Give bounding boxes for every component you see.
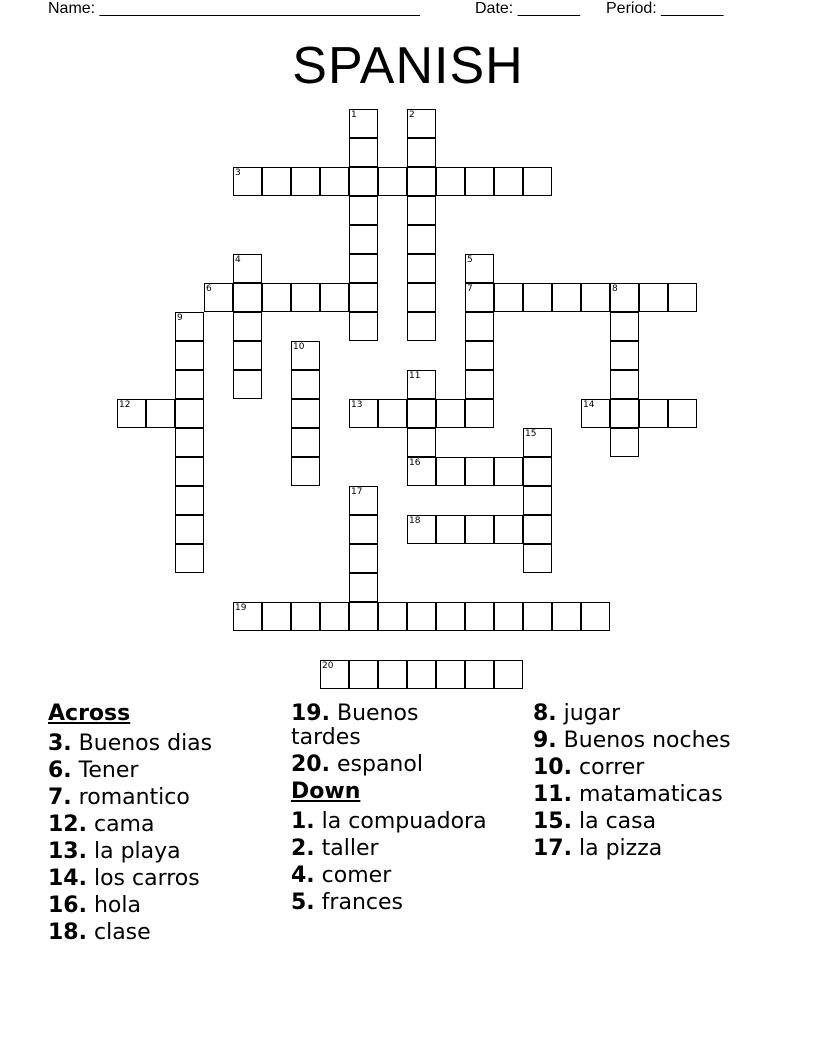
grid-cell[interactable]: [407, 167, 436, 196]
grid-clue-number: 3: [235, 168, 241, 178]
grid-cell[interactable]: [523, 283, 552, 312]
grid-cell[interactable]: [465, 167, 494, 196]
grid-clue-number: 1: [351, 110, 357, 120]
grid-clue-number: 14: [583, 400, 595, 410]
grid-cell[interactable]: [320, 283, 349, 312]
grid-cell[interactable]: [407, 602, 436, 631]
grid-cell[interactable]: [262, 283, 291, 312]
grid-cell[interactable]: [233, 341, 262, 370]
clue-across-13: 13. la playa: [48, 839, 181, 864]
grid-cell[interactable]: [146, 399, 175, 428]
grid-cell[interactable]: [349, 283, 378, 312]
grid-clue-number: 17: [351, 487, 363, 497]
grid-clue-number: 7: [467, 284, 473, 294]
clue-down-11: 11. matamaticas: [533, 782, 723, 807]
grid-cell[interactable]: [523, 515, 552, 544]
grid-cell[interactable]: [378, 167, 407, 196]
clue-across-14: 14. los carros: [48, 866, 200, 891]
grid-cell[interactable]: [349, 602, 378, 631]
clue-across-6: 6. Tener: [48, 758, 139, 783]
grid-cell[interactable]: [175, 341, 204, 370]
grid-cell[interactable]: [407, 138, 436, 167]
grid-cell[interactable]: [407, 399, 436, 428]
clue-across-7: 7. romantico: [48, 785, 190, 810]
name-field-label[interactable]: Name: ____________________________________: [48, 0, 420, 17]
clue-across-20: 20. espanol: [291, 752, 423, 777]
clues-column-2: [291, 702, 491, 918]
grid-clue-number: 19: [235, 603, 247, 613]
clues-column-3: [533, 702, 773, 864]
grid-cell[interactable]: [436, 457, 465, 486]
grid-cell[interactable]: [349, 138, 378, 167]
grid-cell[interactable]: [349, 515, 378, 544]
clue-down-10: 10. correr: [533, 755, 645, 780]
grid-cell[interactable]: [639, 399, 668, 428]
grid-clue-number: 11: [409, 371, 421, 381]
grid-cell[interactable]: [378, 399, 407, 428]
grid-cell[interactable]: [494, 457, 523, 486]
grid-cell[interactable]: [436, 399, 465, 428]
grid-clue-number: 9: [177, 313, 183, 323]
grid-cell[interactable]: [436, 167, 465, 196]
grid-clue-number: 8: [612, 284, 618, 294]
grid-cell[interactable]: [349, 660, 378, 689]
grid-cell[interactable]: [233, 283, 262, 312]
clue-down-9: 9. Buenos noches: [533, 728, 731, 753]
grid-cell[interactable]: [291, 428, 320, 457]
grid-cell[interactable]: [291, 399, 320, 428]
grid-cell[interactable]: [581, 283, 610, 312]
grid-clue-number: 15: [525, 429, 537, 439]
grid-cell[interactable]: [378, 602, 407, 631]
grid-cell[interactable]: [291, 602, 320, 631]
across-heading: Across: [48, 701, 131, 726]
grid-cell[interactable]: [407, 254, 436, 283]
grid-cell[interactable]: [465, 515, 494, 544]
grid-cell[interactable]: [175, 515, 204, 544]
grid-clue-number: 18: [409, 516, 421, 526]
grid-cell[interactable]: [494, 602, 523, 631]
grid-clue-number: 16: [409, 458, 421, 468]
grid-cell[interactable]: [262, 167, 291, 196]
clue-down-2: 2. taller: [291, 836, 379, 861]
grid-cell[interactable]: [610, 312, 639, 341]
grid-cell[interactable]: [465, 660, 494, 689]
clue-down-4: 4. comer: [291, 863, 392, 888]
period-field-label[interactable]: Period: _______: [606, 0, 724, 17]
grid-cell[interactable]: [378, 660, 407, 689]
grid-cell[interactable]: [262, 602, 291, 631]
grid-cell[interactable]: [349, 254, 378, 283]
grid-cell[interactable]: [610, 428, 639, 457]
grid-cell[interactable]: [233, 370, 262, 399]
grid-cell[interactable]: [320, 167, 349, 196]
grid-clue-number: 5: [467, 255, 473, 265]
grid-cell[interactable]: [494, 283, 523, 312]
grid-cell[interactable]: [610, 370, 639, 399]
grid-cell[interactable]: [465, 457, 494, 486]
grid-cell[interactable]: [407, 196, 436, 225]
grid-cell[interactable]: [465, 399, 494, 428]
grid-cell[interactable]: [465, 602, 494, 631]
grid-clue-number: 2: [409, 110, 415, 120]
grid-cell[interactable]: [668, 399, 697, 428]
grid-cell[interactable]: [465, 312, 494, 341]
grid-cell[interactable]: [175, 370, 204, 399]
grid-cell[interactable]: [465, 341, 494, 370]
grid-cell[interactable]: [523, 167, 552, 196]
grid-clue-number: 20: [322, 661, 334, 671]
grid-cell[interactable]: [523, 457, 552, 486]
grid-cell[interactable]: [523, 486, 552, 515]
grid-cell[interactable]: [523, 544, 552, 573]
grid-clue-number: 6: [206, 284, 212, 294]
grid-cell[interactable]: [291, 283, 320, 312]
grid-cell[interactable]: [175, 457, 204, 486]
grid-clue-number: 13: [351, 400, 363, 410]
grid-cell[interactable]: [407, 283, 436, 312]
grid-clue-number: 4: [235, 255, 241, 265]
grid-cell[interactable]: [291, 167, 320, 196]
grid-cell[interactable]: [175, 399, 204, 428]
grid-cell[interactable]: [349, 225, 378, 254]
grid-cell[interactable]: [175, 486, 204, 515]
grid-cell[interactable]: [175, 428, 204, 457]
down-heading: Down: [291, 779, 361, 804]
grid-cell[interactable]: [436, 515, 465, 544]
clue-across-16: 16. hola: [48, 893, 141, 918]
clue-across-18: 18. clase: [48, 920, 151, 945]
grid-cell[interactable]: [349, 196, 378, 225]
clues-column-1: [48, 702, 288, 948]
grid-cell[interactable]: [581, 602, 610, 631]
grid-cell[interactable]: [349, 312, 378, 341]
grid-cell[interactable]: [407, 428, 436, 457]
grid-cell[interactable]: [494, 515, 523, 544]
grid-cell[interactable]: [349, 544, 378, 573]
grid-cell[interactable]: [494, 660, 523, 689]
clue-across-12: 12. cama: [48, 812, 155, 837]
grid-cell[interactable]: [436, 602, 465, 631]
page-title: SPANISH: [292, 37, 524, 95]
grid-cell[interactable]: [407, 312, 436, 341]
clue-down-17: 17. la pizza: [533, 836, 663, 861]
clue-across-19: 19. Buenos tardes: [291, 701, 419, 750]
clue-down-8: 8. jugar: [533, 701, 621, 726]
grid-cell[interactable]: [407, 225, 436, 254]
grid-cell[interactable]: [610, 399, 639, 428]
grid-cell[interactable]: [407, 660, 436, 689]
grid-cell[interactable]: [349, 167, 378, 196]
grid-cell[interactable]: [349, 573, 378, 602]
clue-down-1: 1. la compuadora: [291, 809, 487, 834]
grid-cell[interactable]: [291, 370, 320, 399]
grid-cell[interactable]: [291, 457, 320, 486]
clue-down-15: 15. la casa: [533, 809, 657, 834]
grid-cell[interactable]: [494, 167, 523, 196]
grid-cell[interactable]: [523, 602, 552, 631]
grid-cell[interactable]: [552, 283, 581, 312]
grid-cell[interactable]: [552, 602, 581, 631]
clue-down-5: 5. frances: [291, 890, 403, 915]
grid-cell[interactable]: [668, 283, 697, 312]
grid-cell[interactable]: [639, 283, 668, 312]
grid-clue-number: 12: [119, 400, 131, 410]
grid-cell[interactable]: [610, 341, 639, 370]
grid-cell[interactable]: [465, 370, 494, 399]
grid-clue-number: 10: [293, 342, 305, 352]
grid-cell[interactable]: [233, 312, 262, 341]
grid-cell[interactable]: [436, 660, 465, 689]
date-field-label[interactable]: Date: _______: [475, 0, 580, 17]
grid-cell[interactable]: [320, 602, 349, 631]
clue-across-3: 3. Buenos dias: [48, 731, 213, 756]
grid-cell[interactable]: [175, 544, 204, 573]
